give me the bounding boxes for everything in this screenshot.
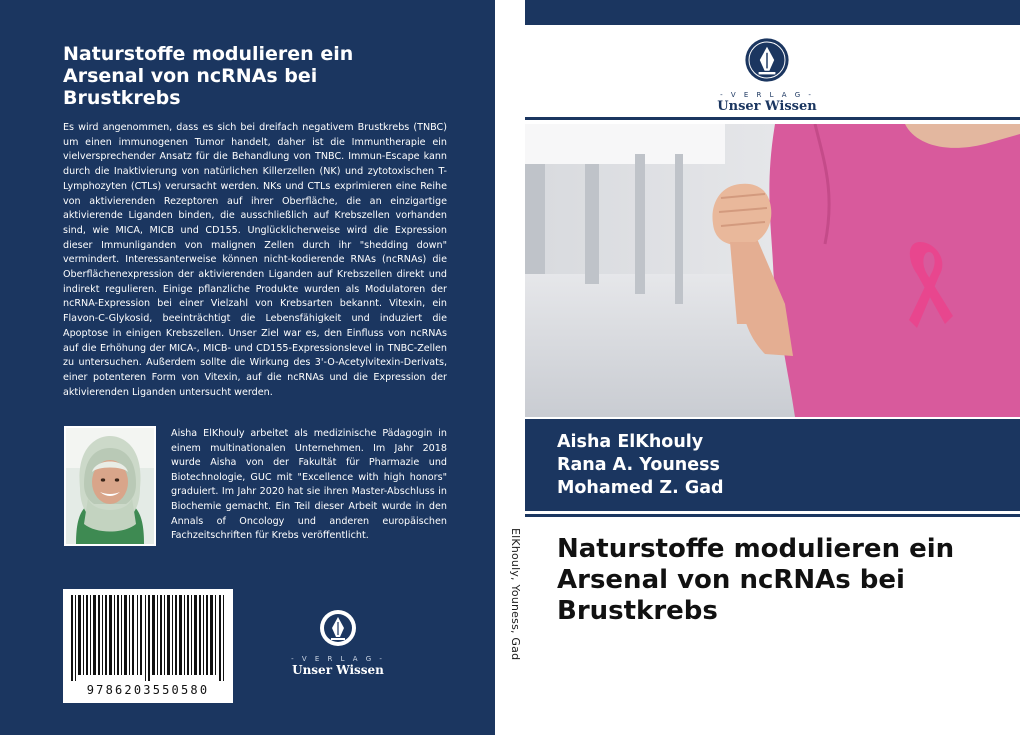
front-cover-title: Naturstoffe modulieren ein Arsenal von ncRNAs bei Brustkrebs (557, 534, 955, 626)
back-publisher-logo (290, 608, 386, 677)
back-cover-blurb: Es wird angenommen, dass es sich bei dreifach negativem Brustkrebs (TNBC) um einen immunogenen Tumor handelt, daher ist die Immuntherapie ein vielversprechender Ansatz für die Behandlung von TNBC. Immun-Escape kann durch die Inaktivierung von natürlichen Killerzellen (NK) und zytotoxischen T-Lymphozyten (CTLs) verursacht werden. NKs und CTLs exprimieren eine Reihe von aktivierenden Rezeptoren auf ihrer Oberfläche, die an einzigartige aktivierende Liganden binden, die ausschließlich auf Krebszellen vorhanden sind, wie MICA, MICB und CD155. Unglücklicherweise wird die Expression dieser Immunliganden von malignen Zellen durch ihr "shedding down" vermindert. Interessanterweise können nicht-kodierende RNAs (ncRNAs) die Oberflächenexpression der aktivierenden Liganden auf Krebszellen direkt und indirekt regulieren. Einige pflanzliche Produkte wurden als Modulatoren der ncRNA-Expression bei einer Vielzahl von Krebsarten bekannt. Vitexin, ein Flavon-C-Glykosid, beeinträchtigt die Lebensfähigkeit und induziert die Apoptose in einigen Krebszellen. Unser Ziel war es, den Einfluss von ncRNAs auf die Erhöhung der MICA-, MICB- und CD155-Expressionslevel in TNBC-Zellen zu untersuchen. Außerdem sollte die Wirkung des 3'-O-Acetylvitexin-Derivats, einer potenteren Form von Vitexin, auf die ncRNAs und die Expression der aktivierenden Liganden untersucht werden. (63, 122, 447, 398)
author-band-bottom-rule (525, 514, 1020, 517)
isbn-digits: 9786203550580 (86, 683, 210, 697)
author-portrait-icon (66, 428, 154, 544)
fountain-pen-nib-icon (743, 36, 791, 84)
author-photo (64, 426, 156, 546)
publisher-verlag-label: - V E R L A G - (291, 655, 385, 663)
photo-top-rule (525, 117, 1020, 120)
publisher-name: Unser Wissen (292, 663, 384, 677)
publisher-name: Unser Wissen (717, 99, 817, 114)
author-band (525, 419, 1020, 511)
author-name: Aisha ElKhouly (557, 432, 704, 452)
fountain-pen-nib-icon (318, 608, 358, 648)
author-name: Mohamed Z. Gad (557, 478, 724, 498)
back-cover-title: Naturstoffe modulieren ein Arsenal von ncRNAs bei Brustkrebs (63, 43, 354, 109)
front-publisher-logo (707, 36, 827, 114)
barcode (63, 589, 233, 703)
barcode-bars (63, 589, 233, 683)
cover-photo (525, 124, 1020, 417)
publisher-verlag-label: - V E R L A G - (720, 91, 814, 99)
front-cover (525, 0, 1020, 735)
author-name: Rana A. Youness (557, 455, 720, 475)
back-cover (0, 0, 495, 735)
author-bio: Aisha ElKhouly arbeitet als medizinische Pädagogin in einem multinationalen Unternehmen. Im Jahr 2018 wurde Aisha von der Fakultät für Pharmazie und Biotechnologie, GUC mit "Excellence with high honors" graduiert. Im Jahr 2020 hat sie ihren Master-Abschluss in Biochemie gemacht. Ein Teil dieser Arbeit wurde in den Annals of Oncology und anderen europäischen Fachzeitschriften für Krebs veröffentlicht. (171, 428, 447, 542)
spine-authors: ElKhouly, Youness, Gad (509, 528, 522, 661)
cover-photo-illustration (525, 124, 1020, 417)
front-top-bar (525, 0, 1020, 25)
